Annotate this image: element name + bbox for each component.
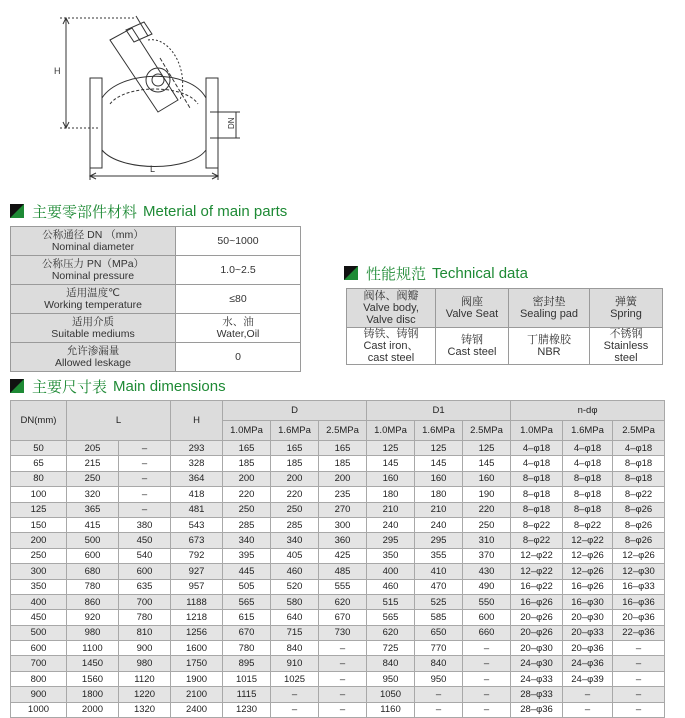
table-cell: 300 — [11, 564, 67, 579]
table-cell: 700 — [11, 656, 67, 671]
table-cell: 4–φ18 — [613, 441, 665, 456]
technical-title-en: Technical data — [432, 264, 528, 282]
table-cell: – — [415, 687, 463, 702]
table-cell: 500 — [67, 533, 119, 548]
table-cell: 210 — [367, 502, 415, 517]
table-cell: 450 — [119, 533, 171, 548]
table-cell: 8–φ18 — [511, 502, 563, 517]
table-cell: 520 — [271, 579, 319, 594]
table-cell: 12–φ22 — [511, 564, 563, 579]
table-cell: – — [119, 441, 171, 456]
table-cell: 145 — [415, 456, 463, 471]
table-row — [11, 579, 665, 594]
table-cell: 4–φ18 — [511, 456, 563, 471]
table-row — [11, 533, 665, 548]
table-cell: 180 — [367, 487, 415, 502]
materials-value: 0 — [176, 343, 301, 372]
table-cell: 840 — [271, 641, 319, 656]
table-cell: 185 — [271, 456, 319, 471]
table-cell: 20–φ33 — [563, 625, 613, 640]
table-cell: 900 — [119, 641, 171, 656]
table-cell: 100 — [11, 487, 67, 502]
table-cell: 28–φ33 — [511, 687, 563, 702]
table-cell: 12–φ30 — [613, 564, 665, 579]
table-cell: 16–φ26 — [511, 594, 563, 609]
table-cell: 1220 — [119, 687, 171, 702]
table-cell: 810 — [119, 625, 171, 640]
table-cell: 635 — [119, 579, 171, 594]
table-cell: 565 — [367, 610, 415, 625]
table-row — [11, 610, 665, 625]
materials-value: ≤80 — [176, 285, 301, 314]
table-cell: 2000 — [67, 702, 119, 717]
table-cell: 8–φ18 — [511, 471, 563, 486]
table-cell: 12–φ26 — [563, 548, 613, 563]
table-cell: 364 — [171, 471, 223, 486]
height-label: H — [54, 66, 61, 76]
table-cell: 12–φ26 — [563, 564, 613, 579]
table-cell: 16–φ36 — [613, 594, 665, 609]
table-cell: 580 — [271, 594, 319, 609]
table-cell: 8–φ22 — [511, 533, 563, 548]
dimensions-heading — [10, 375, 226, 397]
table-cell: 525 — [415, 594, 463, 609]
table-cell: 250 — [11, 548, 67, 563]
table-cell: 600 — [119, 564, 171, 579]
table-cell: – — [119, 502, 171, 517]
table-cell: 200 — [223, 471, 271, 486]
table-cell: 165 — [271, 441, 319, 456]
table-cell: – — [613, 687, 665, 702]
materials-value: 1.0~2.5 — [176, 256, 301, 285]
table-cell: 350 — [11, 579, 67, 594]
table-cell: 920 — [67, 610, 119, 625]
dimensions-title-en: Main dimensions — [113, 377, 226, 395]
table-cell: 270 — [319, 502, 367, 517]
table-cell: 285 — [271, 517, 319, 532]
table-cell: – — [463, 687, 511, 702]
table-cell: 460 — [367, 579, 415, 594]
table-cell: 670 — [223, 625, 271, 640]
table-cell: 165 — [223, 441, 271, 456]
technical-header-row: 阀体、阀瓣 Valve body, Valve disc 阀座 Valve Seat 密封垫 Sealing pad 弹簧 Spring — [347, 289, 663, 328]
table-row — [11, 487, 665, 502]
table-cell: 150 — [11, 517, 67, 532]
materials-value: 水、油 Water,Oil — [176, 314, 301, 343]
dimensions-subheader-row: 1.0MPa 1.6MPa 2.5MPa 1.0MPa 1.6MPa 2.5MPa 1.0MPa 1.6MPa 2.5MPa — [11, 421, 665, 441]
col-d: D — [223, 401, 367, 421]
materials-title-cn: 主要零部件材料 — [32, 203, 138, 221]
materials-row: 适用介质 Suitable mediums 水、油 Water,Oil — [11, 314, 301, 343]
table-cell: 600 — [11, 641, 67, 656]
table-cell: 24–φ36 — [563, 656, 613, 671]
table-cell: 565 — [223, 594, 271, 609]
table-cell: – — [319, 671, 367, 686]
table-cell: 543 — [171, 517, 223, 532]
table-cell: 145 — [367, 456, 415, 471]
table-cell: 80 — [11, 471, 67, 486]
table-cell: 350 — [367, 548, 415, 563]
table-row — [11, 548, 665, 563]
table-cell: 24–φ33 — [511, 671, 563, 686]
table-cell: 470 — [415, 579, 463, 594]
table-cell: 615 — [223, 610, 271, 625]
table-cell: 1900 — [171, 671, 223, 686]
table-cell: 780 — [119, 610, 171, 625]
table-cell: 215 — [67, 456, 119, 471]
table-cell: 160 — [367, 471, 415, 486]
table-cell: 640 — [271, 610, 319, 625]
materials-row: 公称压力 PN（MPa） Nominal pressure 1.0~2.5 — [11, 256, 301, 285]
table-cell: 24–φ30 — [511, 656, 563, 671]
table-cell: 340 — [223, 533, 271, 548]
table-cell: 600 — [67, 548, 119, 563]
table-row — [11, 625, 665, 640]
table-cell: 927 — [171, 564, 223, 579]
table-cell: 20–φ26 — [511, 610, 563, 625]
table-cell: 250 — [67, 471, 119, 486]
table-cell: 360 — [319, 533, 367, 548]
technical-title-cn: 性能规范 — [366, 265, 427, 283]
table-cell: 20–φ36 — [563, 641, 613, 656]
table-cell: 1100 — [67, 641, 119, 656]
table-cell: 8–φ22 — [511, 517, 563, 532]
table-cell: 600 — [463, 610, 511, 625]
table-cell: 792 — [171, 548, 223, 563]
table-cell: 515 — [367, 594, 415, 609]
table-row — [11, 656, 665, 671]
table-cell: 20–φ30 — [563, 610, 613, 625]
table-cell: 12–φ22 — [511, 548, 563, 563]
table-row — [11, 441, 665, 456]
table-cell: 145 — [463, 456, 511, 471]
table-cell: 16–φ22 — [511, 579, 563, 594]
table-cell: 20–φ36 — [613, 610, 665, 625]
table-cell: – — [613, 641, 665, 656]
materials-row: 公称通径 DN （mm） Nominal diameter 50~1000 — [11, 227, 301, 256]
table-row — [11, 641, 665, 656]
table-cell: 725 — [367, 641, 415, 656]
table-cell: 16–φ33 — [613, 579, 665, 594]
table-cell: 780 — [67, 579, 119, 594]
table-cell: – — [271, 687, 319, 702]
col-l: L — [67, 401, 171, 441]
table-cell: 950 — [367, 671, 415, 686]
table-cell: 365 — [67, 502, 119, 517]
table-cell: 585 — [415, 610, 463, 625]
table-cell: 900 — [11, 687, 67, 702]
table-cell: 12–φ22 — [563, 533, 613, 548]
table-cell: 20–φ30 — [511, 641, 563, 656]
table-cell: 980 — [119, 656, 171, 671]
table-cell: 4–φ18 — [563, 441, 613, 456]
table-cell: 1800 — [67, 687, 119, 702]
table-cell: 410 — [415, 564, 463, 579]
table-cell: 200 — [319, 471, 367, 486]
table-cell: 24–φ39 — [563, 671, 613, 686]
table-cell: 340 — [271, 533, 319, 548]
table-row — [11, 517, 665, 532]
table-cell: 380 — [119, 517, 171, 532]
table-cell: 620 — [319, 594, 367, 609]
table-cell: 240 — [367, 517, 415, 532]
table-cell: 1115 — [223, 687, 271, 702]
table-cell: 1188 — [171, 594, 223, 609]
table-cell: 250 — [271, 502, 319, 517]
table-cell: – — [271, 702, 319, 717]
table-cell: 12–φ26 — [613, 548, 665, 563]
table-cell: – — [319, 656, 367, 671]
materials-row: 适用温度℃ Working temperature ≤80 — [11, 285, 301, 314]
table-cell: 1015 — [223, 671, 271, 686]
table-cell: 860 — [67, 594, 119, 609]
table-cell: – — [119, 471, 171, 486]
table-cell: 200 — [271, 471, 319, 486]
valve-drawing — [40, 0, 250, 190]
materials-heading — [10, 200, 287, 222]
table-cell: 418 — [171, 487, 223, 502]
table-cell: 670 — [319, 610, 367, 625]
table-cell: 1050 — [367, 687, 415, 702]
table-cell: 840 — [367, 656, 415, 671]
table-row — [11, 671, 665, 686]
table-cell: 300 — [319, 517, 367, 532]
table-cell: 1160 — [367, 702, 415, 717]
table-cell: 1230 — [223, 702, 271, 717]
table-cell: 460 — [271, 564, 319, 579]
table-cell: 840 — [415, 656, 463, 671]
table-cell: 220 — [223, 487, 271, 502]
col-d1: D1 — [367, 401, 511, 421]
table-cell: 250 — [223, 502, 271, 517]
table-cell: 8–φ26 — [613, 517, 665, 532]
table-cell: – — [319, 702, 367, 717]
table-cell: 20–φ26 — [511, 625, 563, 640]
table-cell: 8–φ18 — [511, 487, 563, 502]
table-cell: 125 — [463, 441, 511, 456]
table-cell: 700 — [119, 594, 171, 609]
table-cell: 200 — [11, 533, 67, 548]
table-cell: 185 — [319, 456, 367, 471]
table-cell: – — [613, 671, 665, 686]
table-cell: 16–φ30 — [563, 594, 613, 609]
table-cell: 1450 — [67, 656, 119, 671]
table-cell: – — [463, 656, 511, 671]
table-cell: – — [319, 641, 367, 656]
dimensions-header-row — [11, 401, 665, 421]
table-cell: 205 — [67, 441, 119, 456]
table-row — [11, 502, 665, 517]
table-cell: 355 — [415, 548, 463, 563]
table-cell: 500 — [11, 625, 67, 640]
table-cell: 1025 — [271, 671, 319, 686]
table-cell: 620 — [367, 625, 415, 640]
table-cell: 8–φ26 — [613, 502, 665, 517]
table-cell: 240 — [415, 517, 463, 532]
table-cell: – — [463, 671, 511, 686]
table-cell: 957 — [171, 579, 223, 594]
table-cell: 1600 — [171, 641, 223, 656]
table-cell: 220 — [463, 502, 511, 517]
table-cell: 210 — [415, 502, 463, 517]
table-cell: 8–φ18 — [563, 487, 613, 502]
table-cell: 165 — [319, 441, 367, 456]
table-cell: 235 — [319, 487, 367, 502]
heading-marker-icon — [344, 266, 358, 280]
table-cell: – — [119, 487, 171, 502]
materials-table — [10, 226, 301, 372]
table-cell: 2100 — [171, 687, 223, 702]
table-cell: 405 — [271, 548, 319, 563]
table-cell: – — [463, 641, 511, 656]
table-cell: 50 — [11, 441, 67, 456]
table-cell: 950 — [415, 671, 463, 686]
table-cell: 485 — [319, 564, 367, 579]
table-cell: 310 — [463, 533, 511, 548]
table-cell: – — [415, 702, 463, 717]
table-cell: – — [319, 687, 367, 702]
table-cell: 1218 — [171, 610, 223, 625]
table-cell: 980 — [67, 625, 119, 640]
table-cell: 8–φ22 — [563, 517, 613, 532]
table-cell: 65 — [11, 456, 67, 471]
table-cell: 770 — [415, 641, 463, 656]
table-cell: 125 — [367, 441, 415, 456]
table-cell: 400 — [11, 594, 67, 609]
table-row — [11, 456, 665, 471]
materials-row: 允许渗漏量 Allowed leskage 0 — [11, 343, 301, 372]
table-row — [11, 471, 665, 486]
table-row — [11, 594, 665, 609]
table-row — [11, 564, 665, 579]
dimensions-table — [10, 400, 665, 718]
heading-marker-icon — [10, 379, 24, 393]
table-cell: 800 — [11, 671, 67, 686]
table-cell: 125 — [415, 441, 463, 456]
table-cell: 425 — [319, 548, 367, 563]
dn-label: DN — [227, 117, 236, 129]
table-cell: 1000 — [11, 702, 67, 717]
table-cell: 160 — [415, 471, 463, 486]
table-cell: – — [613, 702, 665, 717]
table-cell: – — [563, 687, 613, 702]
table-cell: 8–φ22 — [613, 487, 665, 502]
table-cell: 22–φ36 — [613, 625, 665, 640]
col-h: H — [171, 401, 223, 441]
table-cell: 180 — [415, 487, 463, 502]
table-cell: 395 — [223, 548, 271, 563]
table-cell: 660 — [463, 625, 511, 640]
table-cell: 1560 — [67, 671, 119, 686]
table-cell: 1120 — [119, 671, 171, 686]
table-cell: 673 — [171, 533, 223, 548]
table-cell: – — [613, 656, 665, 671]
table-cell: 550 — [463, 594, 511, 609]
table-cell: 555 — [319, 579, 367, 594]
table-cell: 680 — [67, 564, 119, 579]
materials-title-en: Meterial of main parts — [143, 202, 288, 220]
table-cell: 715 — [271, 625, 319, 640]
table-cell: 285 — [223, 517, 271, 532]
table-cell: 293 — [171, 441, 223, 456]
table-cell: 16–φ26 — [563, 579, 613, 594]
materials-value: 50~1000 — [176, 227, 301, 256]
table-cell: 505 — [223, 579, 271, 594]
table-cell: 910 — [271, 656, 319, 671]
length-label: L — [150, 164, 156, 174]
table-cell: 220 — [271, 487, 319, 502]
table-cell: 8–φ18 — [613, 456, 665, 471]
table-cell: 8–φ18 — [613, 471, 665, 486]
table-cell: 445 — [223, 564, 271, 579]
table-cell: 4–φ18 — [511, 441, 563, 456]
table-cell: 295 — [367, 533, 415, 548]
table-cell: 190 — [463, 487, 511, 502]
table-cell: 328 — [171, 456, 223, 471]
table-row — [11, 687, 665, 702]
table-cell: 730 — [319, 625, 367, 640]
table-row — [11, 702, 665, 717]
col-dn: DN(mm) — [11, 401, 67, 441]
heading-marker-icon — [10, 204, 24, 218]
table-cell: 1320 — [119, 702, 171, 717]
table-cell: 450 — [11, 610, 67, 625]
table-cell: 2400 — [171, 702, 223, 717]
table-cell: 780 — [223, 641, 271, 656]
dimensions-title-cn: 主要尺寸表 — [32, 378, 108, 396]
table-cell: 8–φ26 — [613, 533, 665, 548]
table-cell: – — [463, 702, 511, 717]
table-cell: 250 — [463, 517, 511, 532]
table-cell: 650 — [415, 625, 463, 640]
table-cell: 370 — [463, 548, 511, 563]
table-cell: – — [563, 702, 613, 717]
table-cell: 895 — [223, 656, 271, 671]
table-cell: 125 — [11, 502, 67, 517]
table-cell: 8–φ18 — [563, 471, 613, 486]
technical-table — [346, 288, 663, 365]
table-cell: 28–φ36 — [511, 702, 563, 717]
table-cell: 540 — [119, 548, 171, 563]
table-cell: 430 — [463, 564, 511, 579]
col-nd: n-dφ — [511, 401, 665, 421]
table-cell: 1256 — [171, 625, 223, 640]
table-cell: 295 — [415, 533, 463, 548]
table-cell: 415 — [67, 517, 119, 532]
table-cell: 481 — [171, 502, 223, 517]
table-cell: 320 — [67, 487, 119, 502]
table-cell: 8–φ18 — [563, 502, 613, 517]
technical-value-row: 铸铁、铸钢 Cast iron、 cast steel 铸钢 Cast steel 丁腈橡胶 NBR 不锈钢 Stainless steel — [347, 328, 663, 365]
table-cell: 490 — [463, 579, 511, 594]
technical-heading — [344, 262, 528, 284]
table-cell: 1750 — [171, 656, 223, 671]
table-cell: 4–φ18 — [563, 456, 613, 471]
table-cell: – — [119, 456, 171, 471]
table-cell: 400 — [367, 564, 415, 579]
table-cell: 160 — [463, 471, 511, 486]
table-cell: 185 — [223, 456, 271, 471]
